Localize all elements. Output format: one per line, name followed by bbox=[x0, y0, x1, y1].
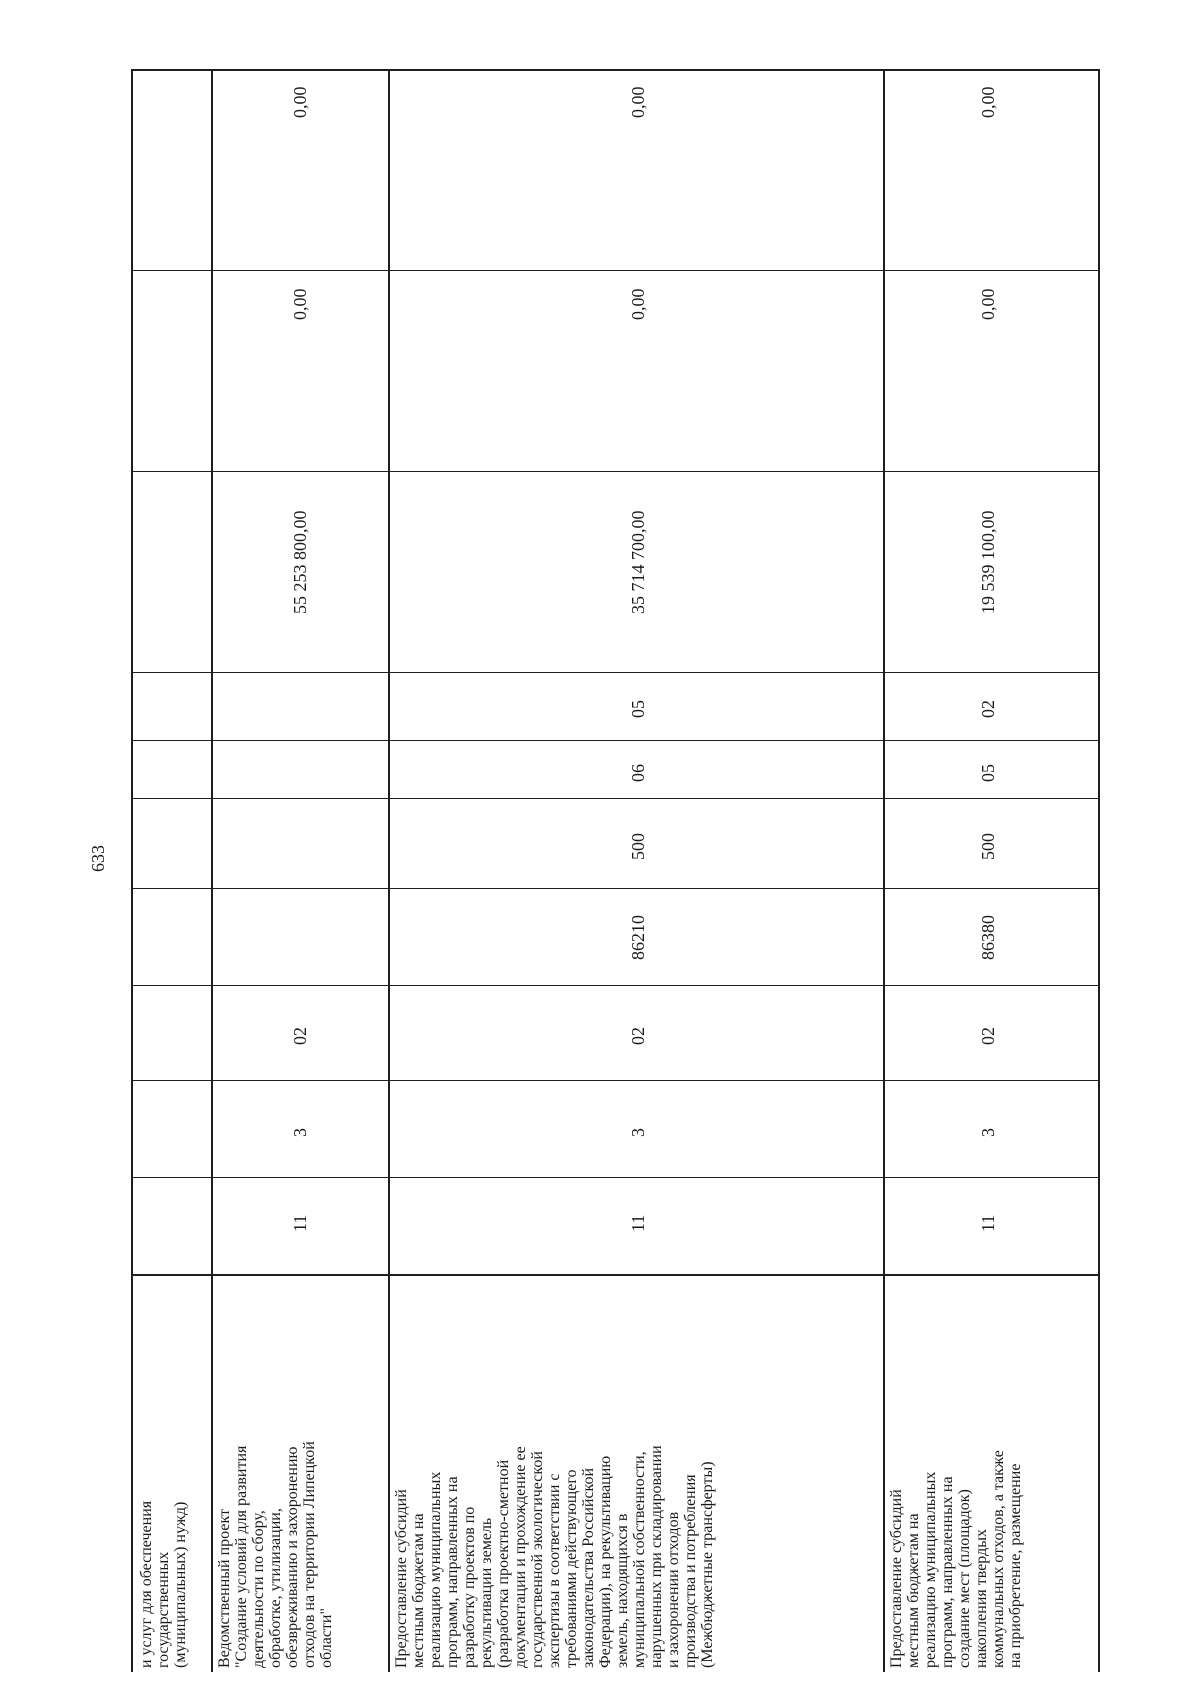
cell-c2: 3 bbox=[628, 1128, 648, 1137]
row-label: и услуг для обеспечения государственных (муниципальных) нужд) bbox=[138, 1500, 189, 1668]
cell-c2: 3 bbox=[978, 1128, 998, 1137]
cell-c7: 02 bbox=[978, 700, 998, 718]
cell-v2: 0,00 bbox=[628, 288, 648, 320]
cell-c4: 86380 bbox=[978, 915, 998, 960]
cell-c6: 06 bbox=[628, 764, 648, 782]
cell-v3: 0,00 bbox=[628, 86, 648, 118]
row-label: Предоставление субсидий местным бюджетам на реализацию муниципальных программ, направленных на разработку проектов по рекультивации земель (разработка проектно-сметной документации и прохождение ее государственной экологической экспертизы в соответствии с требованиями действующего законодательства Российской Федерации), на рекультивацию земель, находящихся в муниципальной собственности, нарушенных при складировании и захоронении отходов производства и потребления (Межбюджетные трансферты) bbox=[393, 1445, 716, 1668]
cell-c7: 05 bbox=[628, 700, 648, 718]
cell-c5: 500 bbox=[978, 833, 998, 860]
page-number: 633 bbox=[87, 844, 108, 872]
row-label: Предоставление субсидий местным бюджетам на реализацию муниципальных программ, направленных на создание мест (площадок) накопления твердых коммунальных отходов, а также на приобретение, размещение bbox=[888, 1450, 1024, 1668]
cell-c6: 05 bbox=[978, 764, 998, 782]
cell-v3: 0,00 bbox=[290, 86, 310, 118]
cell-c4: 86210 bbox=[628, 915, 648, 960]
cell-c1: 11 bbox=[628, 1214, 648, 1232]
cell-amount: 55 253 800,00 bbox=[290, 510, 310, 614]
cell-v3: 0,00 bbox=[978, 86, 998, 118]
cell-c1: 11 bbox=[290, 1214, 310, 1232]
cell-c5: 500 bbox=[628, 833, 648, 860]
cell-amount: 35 714 700,00 bbox=[628, 510, 648, 614]
cell-c3: 02 bbox=[290, 1027, 310, 1045]
cell-c3: 02 bbox=[628, 1027, 648, 1045]
cell-v2: 0,00 bbox=[978, 288, 998, 320]
cell-amount: 19 539 100,00 bbox=[978, 510, 998, 614]
cell-c2: 3 bbox=[290, 1128, 310, 1137]
cell-c1: 11 bbox=[978, 1214, 998, 1232]
cell-v2: 0,00 bbox=[290, 288, 310, 320]
cell-c3: 02 bbox=[978, 1027, 998, 1045]
row-label: Ведомственный проект "Создание условий для развития деятельности по сбору, обработке, утилизации, обезвреживанию и захоронению отходов на территории Липецкой области" bbox=[216, 1441, 335, 1668]
